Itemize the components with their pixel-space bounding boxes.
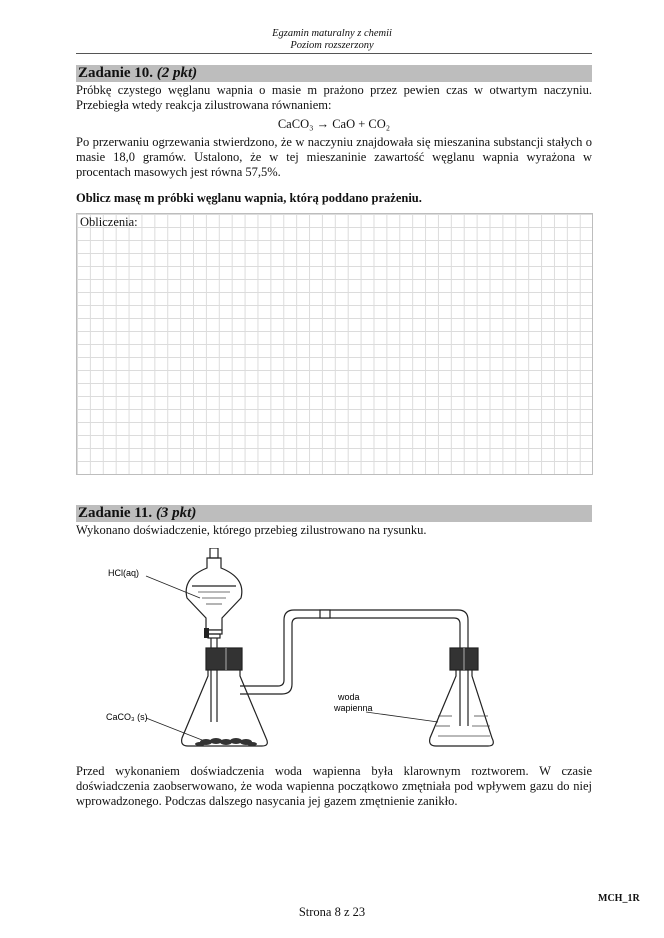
label-water-1: woda	[338, 692, 360, 702]
task11-intro: Wykonano doświadczenie, którego przebieg zilustrowano na rysunku.	[76, 523, 427, 537]
task11-title-main: Zadanie 11.	[78, 505, 153, 521]
task10-title-main: Zadanie 10.	[78, 65, 154, 81]
task10-title-points: (2 pkt)	[156, 65, 198, 81]
header-level: Poziom rozszerzony	[290, 40, 374, 51]
limewater-flask	[430, 648, 494, 746]
task10-body: Po przerwaniu ogrzewania stwierdzono, że w naczyniu znajdowała się mieszanina substancji stałych o masie 18,0 gramów. Ustalono, że w tej mieszaninie zawartość węglanu wapnia wyrażona w procentach masowych jest równa 57,5%.	[76, 135, 592, 179]
stopcock-icon	[204, 628, 209, 638]
task10-instruction: Oblicz masę m próbki węglanu wapnia, którą poddano prażeniu.	[76, 191, 422, 205]
task11-title	[78, 505, 196, 522]
calc-label: Obliczenia:	[80, 215, 138, 229]
separatory-funnel	[186, 548, 242, 722]
task10-equation: CaCO₃ → CaO + CO₂	[277, 117, 391, 131]
caco3-solid	[195, 738, 257, 746]
reaction-flask	[182, 648, 268, 746]
header-exam-title: Egzamin maturalny z chemii	[272, 28, 392, 39]
limewater-liquid	[436, 716, 490, 736]
label-water-2: wapienna	[334, 703, 373, 713]
task10-title	[78, 65, 197, 82]
calculation-grid[interactable]	[76, 213, 593, 475]
apparatus-figure	[76, 548, 546, 758]
task11-title-points: (3 pkt)	[155, 505, 197, 521]
header-rule	[76, 53, 592, 54]
page-header	[0, 28, 664, 52]
task10-intro: Próbkę czystego węglanu wapnia o masie m prażono przez pewien czas w otwartym naczyniu. Przebiegła wtedy reakcja zilustrowana równaniem:	[76, 83, 592, 112]
label-hcl: HCl(aq)	[108, 568, 140, 578]
page-number: Strona 8 z 23	[298, 905, 366, 919]
label-caco3: CaCO₃ (s)	[106, 712, 148, 722]
funnel-liquid	[198, 592, 230, 604]
task11-body: Przed wykonaniem doświadczenia woda wapienna była klarownym roztworem. W czasie doświadczenia zaobserwowano, że woda wapienna początkowo zmętniała pod wpływem gazu do niej wprowadzonego. Podczas dalszego nasycania jej gazem zmętnienie zanikło.	[76, 764, 592, 808]
exam-code: MCH_1R	[598, 893, 640, 904]
